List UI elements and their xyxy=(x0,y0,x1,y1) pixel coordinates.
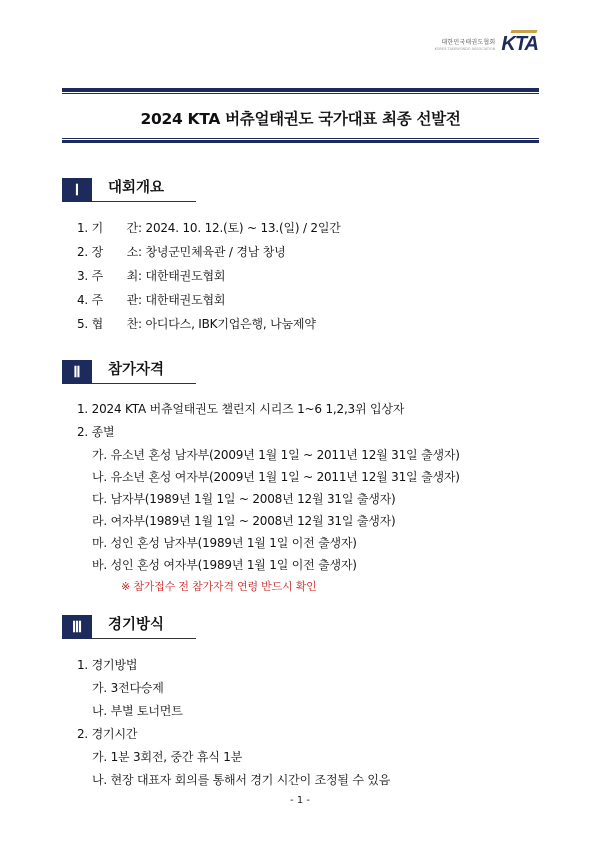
kta-logo-mark xyxy=(501,34,538,54)
logo-text xyxy=(435,37,496,51)
section-2-number: Ⅱ xyxy=(62,360,92,384)
overview-host: 3. 주 최: 대한태권도협회 xyxy=(77,269,226,283)
eligibility-category: 다. 남자부(1989년 1월 1일 ~ 2008년 12월 31일 출생자) xyxy=(92,492,396,506)
section-3-header xyxy=(62,615,196,639)
logo-accent-bar xyxy=(511,30,538,33)
kta-logo xyxy=(435,34,538,54)
eligibility-category: 가. 유소년 혼성 남자부(2009년 1월 1일 ~ 2011년 12월 31일 출생자) xyxy=(92,448,460,462)
logo-org-name: 대한민국태권도협회 xyxy=(441,39,496,46)
eligibility-category: 라. 여자부(1989년 1월 1일 ~ 2008년 12월 31일 출생자) xyxy=(92,514,396,528)
eligibility-item: 2. 종별 xyxy=(77,425,115,439)
overview-sponsor: 5. 협 찬: 아디다스, IBK기업은행, 나눔제약 xyxy=(77,317,316,331)
document-title: 2024 KTA 버츄얼태권도 국가대표 최종 선발전 xyxy=(140,110,461,128)
section-2-header xyxy=(62,360,196,384)
title-rule-bottom-thin xyxy=(62,138,539,139)
logo-mark-text: KTA xyxy=(501,33,538,55)
section-2-title: 참가자격 xyxy=(92,360,196,384)
section-1-title: 대회개요 xyxy=(92,178,196,202)
overview-period: 1. 기 간: 2024. 10. 12.(토) ~ 13.(일) / 2일간 xyxy=(77,221,341,235)
eligibility-category: 마. 성인 혼성 남자부(1989년 1월 1일 이전 출생자) xyxy=(92,536,357,550)
section-3-number: Ⅲ xyxy=(62,615,92,639)
overview-venue: 2. 장 소: 창녕군민체육관 / 경남 창녕 xyxy=(77,245,286,259)
format-item: 2. 경기시간 xyxy=(77,727,138,741)
section-1-header xyxy=(62,178,196,202)
eligibility-note: ※ 참가접수 전 참가자격 연령 반드시 확인 xyxy=(121,580,317,593)
section-1-number: Ⅰ xyxy=(62,178,92,202)
section-3-title: 경기방식 xyxy=(92,615,196,639)
format-subitem: 나. 현장 대표자 회의를 통해서 경기 시간이 조정될 수 있음 xyxy=(92,773,391,787)
title-rule-bottom xyxy=(62,140,539,143)
format-subitem: 가. 1분 3회전, 중간 휴식 1분 xyxy=(92,750,243,764)
eligibility-category: 나. 유소년 혼성 여자부(2009년 1월 1일 ~ 2011년 12월 31일 출생자) xyxy=(92,470,460,484)
logo-org-sub: KOREA TAEKWONDO ASSOCIATION xyxy=(434,47,496,51)
format-subitem: 가. 3전다승제 xyxy=(92,681,164,695)
eligibility-item: 1. 2024 KTA 버츄얼태권도 챌린지 시리즈 1~6 1,2,3위 입상자 xyxy=(77,402,405,416)
eligibility-category: 바. 성인 혼성 여자부(1989년 1월 1일 이전 출생자) xyxy=(92,558,357,572)
overview-organizer: 4. 주 관: 대한태권도협회 xyxy=(77,293,226,307)
format-subitem: 나. 부별 토너먼트 xyxy=(92,704,183,718)
format-item: 1. 경기방법 xyxy=(77,658,138,672)
title-block xyxy=(62,88,539,143)
page-number: - 1 - xyxy=(290,795,310,806)
title-rule-top xyxy=(62,88,539,92)
